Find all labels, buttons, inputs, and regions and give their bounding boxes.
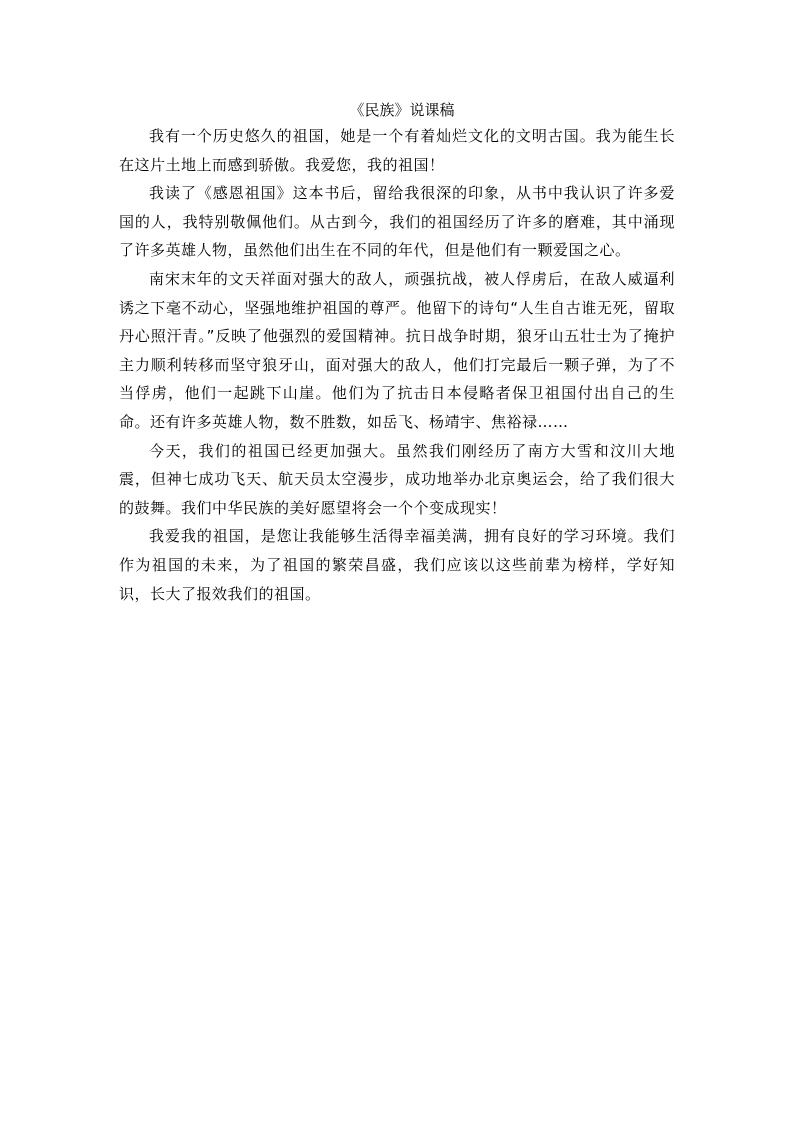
paragraph-3: 南宋末年的文天祥面对强大的敌人，顽强抗战，被人俘虏后，在敌人威逼利诱之下毫不动心，坚强地维护祖国的尊严。他留下的诗句“人生自古谁无死，留取丹心照汗青。”反映了他强烈的爱国精神。抗日战争时期，狼牙山五壮士为了掩护主力顺利转移而坚守狼牙山，面对强大的敌人，他们打完最后一颗子弹，为了不当俘虏，他们一起跳下山崖。他们为了抗击日本侵略者保卫祖国付出自己的生命。还有许多英雄人物，数不胜数，如岳飞、杨靖宇、焦裕禄…… — [119, 269, 675, 431]
document-title: 《民族》说课稿 — [349, 101, 455, 119]
document-body — [119, 98, 675, 608]
paragraph-4: 今天，我们的祖国已经更加强大。虽然我们刚经历了南方大雪和汶川大地震，但神七成功飞天、航天员太空漫步，成功地举办北京奥运会，给了我们很大的鼓舞。我们中华民族的美好愿望将会一个个变成现实！ — [119, 441, 675, 517]
paragraph-1: 我有一个历史悠久的祖国，她是一个有着灿烂文化的文明古国。我为能生长在这片土地上而感到骄傲。我爱您，我的祖国！ — [119, 127, 675, 174]
paragraph-5: 我爱我的祖国，是您让我能够生活得幸福美满，拥有良好的学习环境。我们作为祖国的未来，为了祖国的繁荣昌盛，我们应该以这些前辈为榜样，学好知识，长大了报效我们的祖国。 — [119, 527, 675, 603]
paragraph-2: 我读了《感恩祖国》这本书后，留给我很深的印象，从书中我认识了许多爱国的人，我特别敬佩他们。从古到今，我们的祖国经历了许多的磨难，其中涌现了许多英雄人物，虽然他们出生在不同的年代，但是他们有一颗爱国之心。 — [119, 184, 675, 260]
